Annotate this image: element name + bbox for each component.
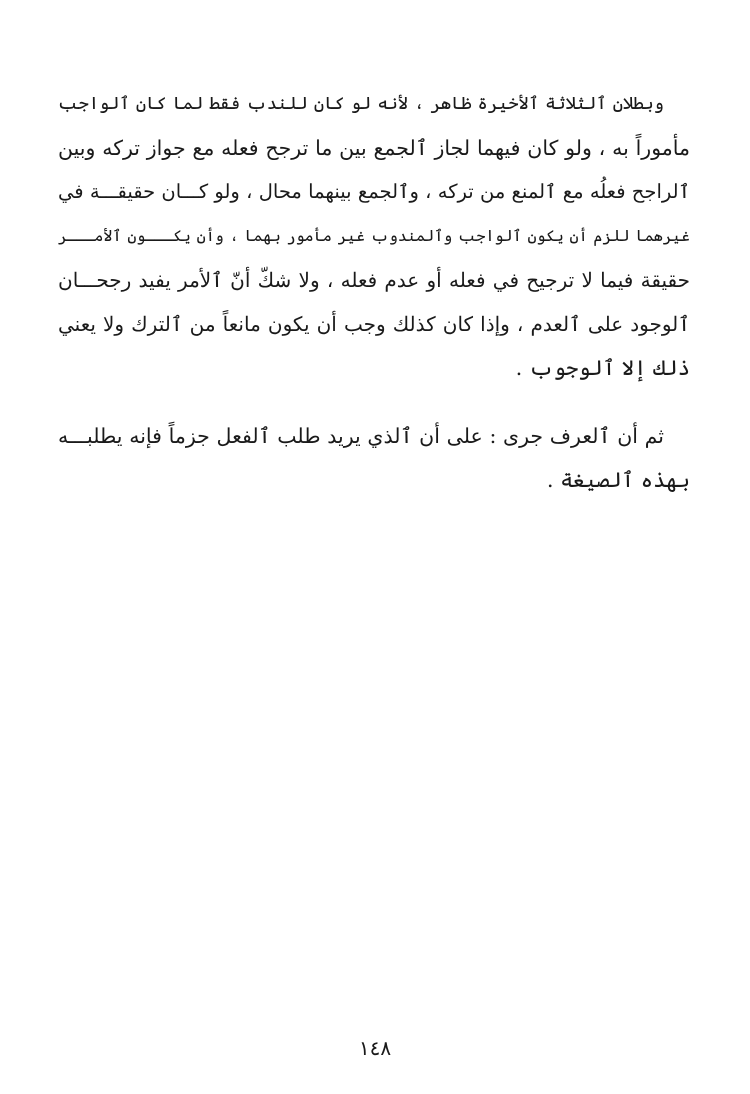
paragraph-2 [58,414,690,502]
text-line: مأموراً به ، ولو كان فيهما لجاز ٱلجمع بين ما ترجح فعله مع جواز تركه وبين [58,136,690,160]
text-line: غيرهما للزم أن يكون ٱلواجب وٱلمندوب غير مأمور بهما ، وأن يكـــون ٱلأمـــر [58,227,690,245]
text-line: ٱلوجود على ٱلعدم ، وإذا كان كذلك وجب أن يكون مانعاً من ٱلترك ولا يعني [58,312,690,336]
text-line: وبطلان ٱلثلاثة ٱلأخيرة ظاهر ، لأنه لو كان للندب فقط لما كان ٱلواجب [58,94,664,114]
paragraph-1 [58,82,690,390]
text-line: حقيقة فيما لا ترجيح في فعله أو عدم فعله ، ولا شكّ أنّ ٱلأمر يفيد رجحـــان [58,268,690,292]
text-line: بهذه ٱلصيغة . [546,468,690,492]
text-line: ثم أن ٱلعرف جرى : على أن ٱلذي يريد طلب ٱلفعل جزماً فإنه يطلبـــه [58,424,664,448]
text-line: ذلك إلا ٱلوجوب . [515,356,690,380]
text-line: ٱلراجح فعلُه مع ٱلمنع من تركه ، وٱلجمع بينهما محال ، ولو كـــان حقيقـــة في [58,180,690,203]
page-number: ١٤٨ [358,1036,392,1060]
